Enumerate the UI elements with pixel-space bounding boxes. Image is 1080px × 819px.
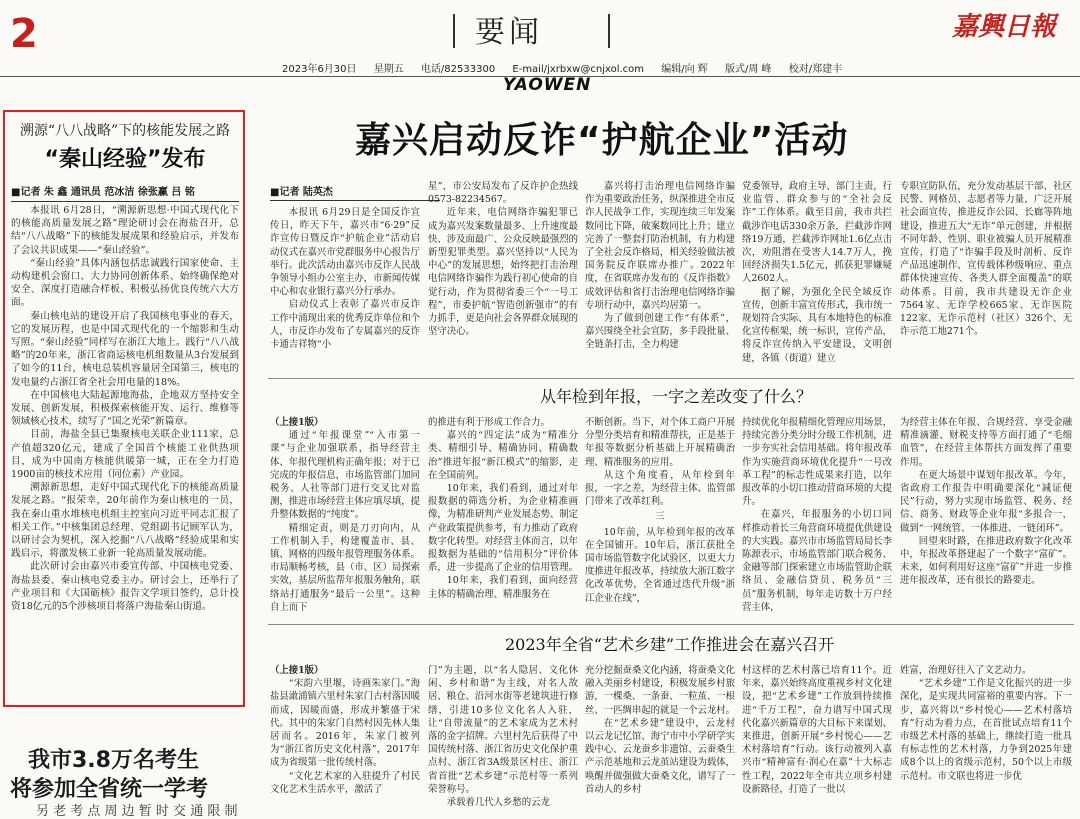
paragraph: 10年来，我们看到，面向经营主体的精确治理、精准服务在	[428, 575, 578, 600]
paragraph: 启动仪式上表彰了嘉兴市反诈工作中涌现出来的优秀反诈单位和个人，市反诈办发布了专属嘉兴的反诈卡通吉祥物“小	[270, 299, 420, 351]
section-rule	[268, 378, 1074, 379]
bottom-teaser-line2: 将参加全省统一学考	[10, 777, 209, 802]
proofreader: 校对/郑建丰	[788, 64, 843, 75]
paragraph: 本报讯 6月28日，“溯源新思想·中国式现代化下的核能高质量发展之路”理论研讨会在海盐召开，总结“八八战略”下的核能发展成果和经验启示，并发布了会议共识成果——“秦山经验”。	[11, 205, 239, 256]
paragraph: 嘉兴将打击治理电信网络诈骗作为重要政治任务，纵深推进全市反诈人民战争工作，实现连续三年发案数同比下降，破案数同比上升；建立完善了一整套打防治机制，有力构建了全社会反诈格局，相关经验做法被国务院反诈联席办推广。2022年度，在省联席办发布的《反诈指数》成效评估和省打击治理电信网络诈骗专项行动中，嘉兴均居第一。	[585, 181, 735, 311]
paragraph: “宋韵六里堰，诗画朱家门。”海盐县澉浦镇六里村朱家门古村落因暖而成，因暖而盛，形成并繁盛于宋代。其中的朱家门自然村因先林人集居而名。2016年，朱家门被列为“浙江省历史文化村落”，2017年成为省级第一批传统村落。	[270, 678, 420, 769]
issue-date: 2023年6月30日	[282, 64, 357, 75]
paragraph: 回望来时路，在推进政府数字化改革中，年报改革搭建起了一个数字“富矿”。未来，如何利用好这座“富矿”并进一步推进年报改革，还有很长的路要走。	[900, 535, 1072, 587]
paragraph: 从这个角度看，从年检到年报，一字之差，为经营主体、监管部门带来了改革红利。	[585, 469, 735, 508]
phone: 电话/82533300	[420, 64, 496, 75]
paragraph: 10年前，从年检到年报的改革在全国铺开。10年后，浙江获批全国市场监管数字化试验区，以更大力度推进年报改革，持续放大浙江数字化改革优势，全省通过迭代升级“浙江企业在线”，	[585, 526, 735, 604]
paragraph: 嘉兴的“四定法”成为“精准分类、精细引导、精确协同、精确数治”推进年报“新江模式”的缩影，走在全国前列。	[428, 430, 578, 481]
paragraph: 党委领导，政府主导、部门主责，行业监管、群众参与的“全社会反诈”工作体系。截至目前，我市共拦截涉诈电话330余万条，拦截涉诈网络19万通，拦截涉诈网址1.6亿点击次，劝阻潜在受害人14.7万人，挽回经济损失1.5亿元，抓获犯罪嫌疑人2602人。	[742, 181, 892, 285]
main-story-column	[585, 180, 735, 376]
editor: 编辑/向 辉	[661, 64, 708, 75]
story2-column	[270, 416, 420, 621]
paragraph: 门”为主题，以“名人隐居、文化休闲、乡村和谐”为主线，对名人故居、粮仓、沿河水街等老建筑进行修缮，引进10多位文化名人入驻，让“自带流量”的艺术家成为艺术村落的金字招牌。六里村先后获得了中国传统村落、浙江省历史文化保护重点村、浙江省3A级景区村庄、浙江省首批“艺术乡建”示范村等一系列荣誉称号。	[428, 665, 578, 795]
bottom-teaser-line1: 我市3.8万名考生	[28, 748, 199, 773]
continuation-note: （上接1版）	[270, 417, 324, 428]
bottom-teaser-line3: 另 老 考 点 周 边 暂 时 交 通 限 制	[36, 804, 238, 819]
paragraph: 近年来，电信网络诈骗犯罪已成为嘉兴发案数量最多、上升速度最快、涉及面最广、公众反映最强烈的新型犯罪类型。嘉兴坚持以“人民为中心”的发展思想，始终把打击治理电信网络诈骗作为践行初心使命的自觉行动，作为贯彻省委三个“一号工程”，市委护航“智造创新强市”的有力抓手，更是向社会各界群众展现的坚守决心。	[428, 207, 578, 338]
page-number: 2	[10, 11, 38, 57]
paragraph: 不断创新。当下，对个体工商户开展分型分类培育和精准帮扶，正是基于年报等数据分析基础上开展精确治理、精准服务的应用。	[585, 417, 735, 468]
main-story-column	[900, 180, 1072, 376]
paragraph: 姓富，治理好往入了文艺动力。	[900, 665, 1032, 676]
masthead-divider-left	[453, 14, 455, 48]
paragraph: 据了解，为强化全民全域反诈宣传，创新丰富宣传形式，我市统一规划符合实际、具有本地特色的标准化宣传框架，统一标识，宣传产品，将反诈宣传纳入平安建设，文明创建，各镇（街道）建立	[742, 286, 892, 364]
section-title: 要闻	[475, 15, 543, 50]
story3-headline: 2023年全省“艺术乡建”工作推进会在嘉兴召开	[505, 635, 835, 654]
paragraph: 星”，市公安局发布了反诈护企热线0573-82234567。	[428, 181, 578, 206]
paragraph: “文化艺术家的入驻提升了村民文化艺术生活水平，激活了	[270, 770, 420, 795]
paragraph: 溯源新思想，走好中国式现代化下的核能高质量发展之路。“报荣幸，20年前作为秦山核电的一员，我在秦山重水堆核电机组主控室向习近平同志汇报了相关工作。”中核集团总经理、党组副书记顾军认为，以研讨会为契机，深入挖掘“八八战略”经验成果和实践启示，将激发核工业新一轮高质量发展动能。	[11, 482, 239, 560]
newspaper-logo: 嘉興日報	[952, 12, 1057, 42]
section-en-label: YAOWEN	[503, 75, 592, 95]
story2-column	[742, 416, 892, 621]
left-story-kicker: 溯源“八八战略”下的核能发展之路	[19, 123, 231, 139]
paragraph: 本报讯 6月29日是全国反诈宣传日，昨天下午，嘉兴市“6·29”反诈宣传日暨反诈“护航企业”活动启动仪式在嘉兴市党群服务中心报告厅举行。此次活动由嘉兴市反诈人民战争领导小组办公室主办，市新闻传媒中心和农业银行嘉兴分行承办。	[270, 207, 420, 298]
paragraph: 在“艺术乡建”建设中，云龙村以云龙记忆馆、海宁市中小学研学实践中心、云龙蚕乡非遗馆、云蚕桑生产示范基地和云龙茧站建设为载体，唤醒并做强做大蚕桑文化，谱写了一首动人的乡村	[585, 717, 735, 795]
story2-column	[585, 416, 735, 621]
paragraph: 精细定责，则是刀刃向内，从工作机制入手，构建覆盖市、县、镇、网格的四级年报管理服务体系。市局顺畅考核，县（市、区）局探索实效，基层所监帮年报服务触角，联络站打通服务“最后一公里”。这种自上而下	[270, 522, 420, 613]
left-story-box	[3, 110, 245, 707]
paragraph: 为了做到创建工作“有体系”，嘉兴围绕全社会宣防，多手段批量、全链条打击，全力构建	[585, 313, 735, 351]
designer: 版式/周 峰	[724, 64, 772, 75]
paragraph: 专职宣防队伍，充分发动基层干部、社区民警、网格员、志愿者等力量，广泛开展社会面宣传，推进反诈公园、长廊等阵地建设，推进五大“无诈”单元创建，并根据不同年龄、性别、职业被骗人员开展精准宣传，打造了“诈骗手段及时剖析、反诈产品迅速制作、宣传载体秒级响应、重点群体快速宣传、各类人群全面覆盖”的联动体系。目前，我市共建设无诈企业7564家、无诈学校665家、无诈医院122家、无诈示范村（社区）326个、无诈示范工地271个。	[900, 181, 1072, 338]
main-headline: 嘉兴启动反诈“护航企业”活动	[355, 120, 849, 161]
paragraph: 承载着几代人乡愁的云龙	[446, 797, 550, 809]
paragraph: 在更大场景中谋划年报改革。今年，省政府工作报告中明确要深化“减证便民”行动，努力实现市场监管、税务、经信、商务、财政等企业年报“多报合一，做到“一网统管、一体推进、一链闭环”。	[900, 469, 1072, 534]
paragraph: 的推进有利于形成工作合力。	[428, 417, 550, 428]
paragraph: 持续优化年报精细化管理应用场景，持续完善分类分时分级工作机制，进一步夯实社会信用基础。将年报改革作为实施营商环境优化提升“一号改革工程”的标志性成果来打造，以年报改革的小切口推动营商环境的大提升。	[742, 417, 892, 508]
masthead-divider-right	[608, 14, 610, 48]
continuation-note: （上接1版）	[270, 665, 324, 676]
left-story-title: “秦山经验”发布	[44, 147, 206, 172]
issue-weekday: 星期五	[373, 64, 404, 75]
main-story-column	[270, 206, 420, 376]
paragraph: 在嘉兴，年报服务的小切口同样推动着长三角营商环境提优供建设的大实践。嘉兴市市场监管局局长李陈源表示，市场监管部门联合税务、金融等部门探索建立市场监管助企联络员、金融信贷员、税务员“三员”服务机制，每年走访数十万户经营主体，	[742, 509, 892, 613]
section-rule	[268, 624, 1074, 625]
paragraph: “艺术乡建”工作是文化振兴的进一步深化，是实现共同富裕的重要内容。下一步，嘉兴将以“乡村悦心——艺术村落培育”行动为着力点，在首批试点培育11个市级艺术村落的基础上，继续打造一批具有标志性的艺术村落，力争到2025年建成8个以上的省级示范村，50个以上市级示范村。市文联也将进一步优	[900, 678, 1072, 782]
story3-column	[428, 664, 578, 812]
story2-column	[900, 416, 1072, 621]
email: E-mail/jxrbxw@cnjxol.com	[512, 64, 645, 75]
story3-column	[585, 664, 735, 812]
paragraph: 目前，海盐全县已集聚核电关联企业111家，总产值超320亿元，建成了全国首个核能工业供热项目，成为中国南方核能供暖第一城，正在全力打造1900亩的核技术应用（同位素）产业园。	[11, 429, 239, 481]
paragraph: 10年来，我们看到，通过对年报数据的筛选分析，为企业精准画像，为精准研判产业发展态势、制定产业政策提供参考，有力推动了政府数字化转型。对经营主体而言，以年报数据为基础的“信用积分”评价体系，进一步提高了企业的信用管理。	[428, 483, 578, 574]
section-marker: 三	[655, 511, 665, 523]
main-story-column	[428, 180, 578, 376]
paragraph: “秦山经验”具体内涵包括忠诚践行国家使命、主动构建机会窗口、大力协同创新体系、始终确保绝对安全、深度打造融合样板、积极弘扬优良传统六大方面。	[11, 257, 239, 309]
left-story-body	[11, 204, 239, 613]
paragraph: 村这样的艺术村落已培育11个。近年来，嘉兴始终高度重视乡村文化建设，把“艺术乡建”工作放到持续推进“千万工程”，奋力谱写中国式现代化嘉兴新篇章的大目标下来谋划、来推进，创新开展“乡村悦心——艺术村落培育”行动。该行动被列入嘉兴市“精神富有·润心在嘉”十大标志性工程，2022年全市共立项乡村建设新路径，打造了一批以	[742, 665, 892, 795]
story2-column	[428, 416, 578, 621]
story2-headline: 从年检到年报，一字之差改变了什么？	[540, 387, 813, 406]
paragraph: 充分挖掘蚕桑文化内涵，将蚕桑文化融入美丽乡村建设，积极发展乡村旅游，一棵桑、一条蚕、一粒茧、一根丝、一匹绸串起的就是一个云龙村。	[585, 665, 735, 716]
left-story-byline: ■记者 朱 鑫 通讯员 范冰洁 徐张赢 吕 铭	[11, 183, 239, 202]
paragraph: 在中国核电大陆起源地海盐，企地双方坚持安全发展、创新发展，积极探索核能开发、运行、维修等领域核心技术，续写了“国之光荣”新篇章。	[11, 389, 239, 428]
paragraph: 为经营主体在年报、合规经营、享受金融精准滴灌、财税支持等方面打通了“毛细血管”，在经营主体帮扶方面发挥了重要作用。	[900, 417, 1072, 468]
masthead-info	[282, 60, 856, 75]
paragraph: 秦山核电站的建设开启了我国核电事业的春天，它的发展历程，也是中国式现代化的一个缩影和生动写照。“秦山经验”同样写在浙江大地上。践行“八八战略”的20年来，浙江省商运核电机组数量从3台发展到了如今的11台，核电总装机容量居全国第三，核电的发电量约占浙江省全社会用电量的18%。	[11, 310, 239, 388]
main-story-column	[742, 180, 892, 376]
story3-column	[742, 664, 892, 812]
paragraph: 此次研讨会由嘉兴市委宣传部、中国核电党委、海盐县委、秦山核电党委主办。研讨会上，还举行了产业项目和《大国砺核》报告文学项目签约，总计投资18亿元的5个涉核项目将落户海盐秦山街道。	[11, 561, 239, 613]
story3-column	[270, 664, 420, 812]
main-story-byline: ■记者 陆英杰	[270, 183, 440, 201]
paragraph: 通过“年报课堂”“入市第一课”与企业加强联系，指导经营主体、年报代理机构正确年报；对于已完成的年报信息，市场监管部门加同税务、人社等部门进行交叉比对监测，推进市场经营主体应填尽填，提升整体数据的“纯度”。	[270, 430, 420, 521]
story3-column	[900, 664, 1072, 812]
